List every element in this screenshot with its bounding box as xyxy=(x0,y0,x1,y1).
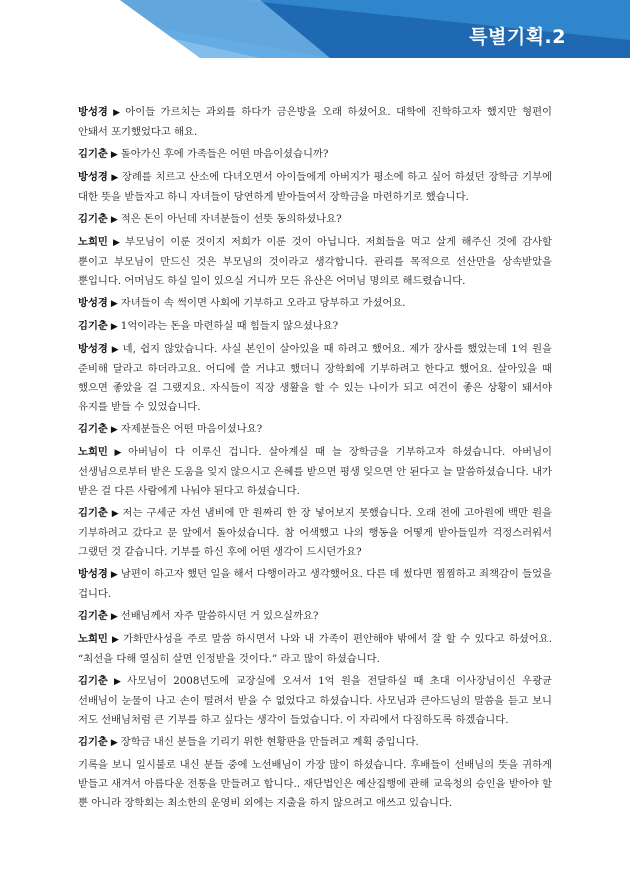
speaker-name: 노희민 xyxy=(78,446,108,458)
speaker-arrow-icon: ▶ xyxy=(110,345,120,355)
header-band xyxy=(0,0,630,58)
paragraph-text: 아버님이 다 이루신 겁니다. 살아계실 때 늘 장학금을 기부하고자 하셨습니다. 아버님이 선생님으로부터 받은 도움을 잊지 않으시고 은혜를 받으면 평생 잊으면 안 된다고 늘 말씀하셨습니다. 내가 받은 걸 다른 사람에게 나눠야 된다고 하셨습니다. xyxy=(78,446,553,497)
interview-paragraph xyxy=(78,504,552,562)
paragraph-text: 돌아가신 후에 가족들은 어떤 마음이셨습니까? xyxy=(120,148,329,160)
speaker-name: 김기춘 xyxy=(78,736,108,748)
speaker-name: 김기춘 xyxy=(78,675,108,687)
interview-paragraph xyxy=(78,565,552,604)
speaker-name: 방성경 xyxy=(78,171,108,183)
paragraph-text: 장례를 치르고 산소에 다녀오면서 아이들에게 아버지가 평소에 하고 싶어 하셨던 장학금 기부에 대한 뜻을 받들자고 하니 자녀들이 당연하게 받아들여서 장학금을 마련하기로 했습니다. xyxy=(78,171,552,203)
speaker-name: 김기춘 xyxy=(78,320,108,332)
speaker-arrow-icon: ▶ xyxy=(110,635,121,645)
paragraph-text: 기록을 보니 일시불로 내신 분들 중에 노선배님이 가장 많이 하셨습니다. 후배들이 선배님의 뜻을 귀하게 받들고 새겨서 아름다운 전통을 만들려고 합니다.. 재단법인은 예산집행에 관해 교육청의 승인을 받아야 할 뿐 아니라 장학회는 최소한의 운영비 외에는 지출을 하지 않으려고 애쓰고 있습니다. xyxy=(78,759,552,809)
interview-paragraph xyxy=(78,103,552,142)
speaker-name: 김기춘 xyxy=(78,423,108,435)
paragraph-text: 1억이라는 돈을 마련하실 때 힘들지 않으셨나요? xyxy=(120,320,339,332)
paragraph-text: 선배님께서 자주 말씀하시던 거 있으실까요? xyxy=(120,610,319,622)
paragraph-text: 가화만사성을 주로 말씀 하시면서 나와 내 가족이 편안해야 밖에서 잘 할 수 있다고 하셨어요. “최선을 다해 열심히 살면 인정받을 것이다.” 라고 많이 하셨습니다. xyxy=(78,633,553,665)
speaker-arrow-icon: ▶ xyxy=(110,612,118,622)
speaker-name: 노희민 xyxy=(78,633,108,645)
speaker-name: 노희민 xyxy=(78,236,108,248)
speaker-arrow-icon: ▶ xyxy=(110,150,118,160)
interview-paragraph xyxy=(78,443,552,501)
speaker-arrow-icon: ▶ xyxy=(110,215,118,225)
interview-paragraph xyxy=(78,168,552,207)
interview-paragraph xyxy=(78,145,552,165)
speaker-arrow-icon: ▶ xyxy=(110,322,118,332)
interview-paragraph xyxy=(78,420,552,440)
paragraph-text: 저는 구세군 자선 냄비에 만 원짜리 한 장 넣어보지 못했습니다. 오래 전에 고아원에 백만 원을 기부하려고 갔다고 문 앞에서 돌아섰습니다. 참 어색했고 나의 행동을 어떻게 받아들일까 걱정스러워서 그랬던 것 같습니다. 기부를 하신 후에 어떤 생각이 드시던가요? xyxy=(78,507,552,558)
interview-paragraph xyxy=(78,733,552,753)
paragraph-text: 자녀들이 속 썩이면 사회에 기부하고 오라고 당부하고 가셨어요. xyxy=(120,297,406,309)
interview-paragraph xyxy=(78,210,552,230)
speaker-name: 방성경 xyxy=(78,568,108,580)
speaker-arrow-icon: ▶ xyxy=(110,425,118,435)
speaker-arrow-icon: ▶ xyxy=(110,108,123,118)
speaker-name: 김기춘 xyxy=(78,148,108,160)
speaker-name: 김기춘 xyxy=(78,213,108,225)
interview-paragraph xyxy=(78,630,552,669)
paragraph-text: 자제분들은 어떤 마음이셨나요? xyxy=(120,423,263,435)
paragraph-text: 부모님이 이룬 것이지 저희가 이룬 것이 아닙니다. 저희들을 먹고 살게 해주신 것에 감사할 뿐이고 부모님이 만드신 것은 부모님의 것이라고 생각합니다. 관리를 목적으로 선산만을 상속받았을 뿐입니다. 어머님도 하실 일이 있으실 거니까 모든 유산은 어머님 명의로 해드렸습니다. xyxy=(78,236,552,287)
speaker-arrow-icon: ▶ xyxy=(110,570,118,580)
speaker-name: 김기춘 xyxy=(78,610,108,622)
speaker-arrow-icon: ▶ xyxy=(110,173,119,183)
speaker-arrow-icon: ▶ xyxy=(110,299,118,309)
speaker-name: 김기춘 xyxy=(78,507,108,519)
paragraph-text: 아이들 가르치는 과외를 하다가 금은방을 오래 하셨어요. 대학에 진학하고자 했지만 형편이 안돼서 포기했었다고 해요. xyxy=(78,106,552,138)
interview-paragraph xyxy=(78,340,552,417)
interview-paragraph xyxy=(78,672,552,730)
speaker-arrow-icon: ▶ xyxy=(110,448,126,458)
paragraph-text: 장학금 내신 분들을 기리기 위한 현황판을 만들려고 계획 중입니다. xyxy=(120,736,419,748)
speaker-name: 방성경 xyxy=(78,106,108,118)
interview-paragraph xyxy=(78,233,552,291)
paragraph-text: 적은 돈이 아닌데 자녀분들이 선뜻 동의하셨나요? xyxy=(120,213,342,225)
speaker-arrow-icon: ▶ xyxy=(110,738,118,748)
speaker-name: 방성경 xyxy=(78,343,108,355)
interview-paragraph xyxy=(78,317,552,337)
speaker-arrow-icon: ▶ xyxy=(110,677,125,687)
interview-paragraph xyxy=(78,756,552,813)
interview-paragraph xyxy=(78,294,552,314)
paragraph-text: 네, 쉽지 않았습니다. 사실 본인이 살아있을 때 하려고 했어요. 제가 장사를 했었는데 1억 원을 준비해 달라고 하더라고요. 어디에 쓸 거냐고 했더니 장학회에 기부하려고 한다고 했어요. 살아있을 때 했으면 좋았을 걸 그랬지요. 자식들이 직장 생활을 할 수 있는 나이가 되고 여건이 좋은 상황이 돼서야 유지를 받들 수 있었습니다. xyxy=(78,343,552,413)
page-section-title: 특별기획.2 xyxy=(469,26,566,48)
paragraph-text: 사모님이 2008년도에 교장실에 오셔서 1억 원을 전달하실 때 초대 이사장님이신 우광균 선배님이 눈물이 나고 손이 떨려서 받을 수 없었다고 하셨습니다. 사모님과 큰아드님의 말씀을 듣고 보니 저도 선배님처럼 큰 기부를 하고 싶다는 생각이 들었습니다. 이 자리에서 다짐하도록 하겠습니다. xyxy=(78,675,552,726)
paragraph-text: 남편이 하고자 했던 일을 해서 다행이라고 생각했어요. 다른 데 썼다면 찜찜하고 죄책감이 들었을 겁니다. xyxy=(78,568,552,600)
speaker-name: 방성경 xyxy=(78,297,108,309)
speaker-arrow-icon: ▶ xyxy=(110,238,123,248)
interview-paragraph xyxy=(78,607,552,627)
interview-body xyxy=(78,103,552,816)
speaker-arrow-icon: ▶ xyxy=(110,509,120,519)
